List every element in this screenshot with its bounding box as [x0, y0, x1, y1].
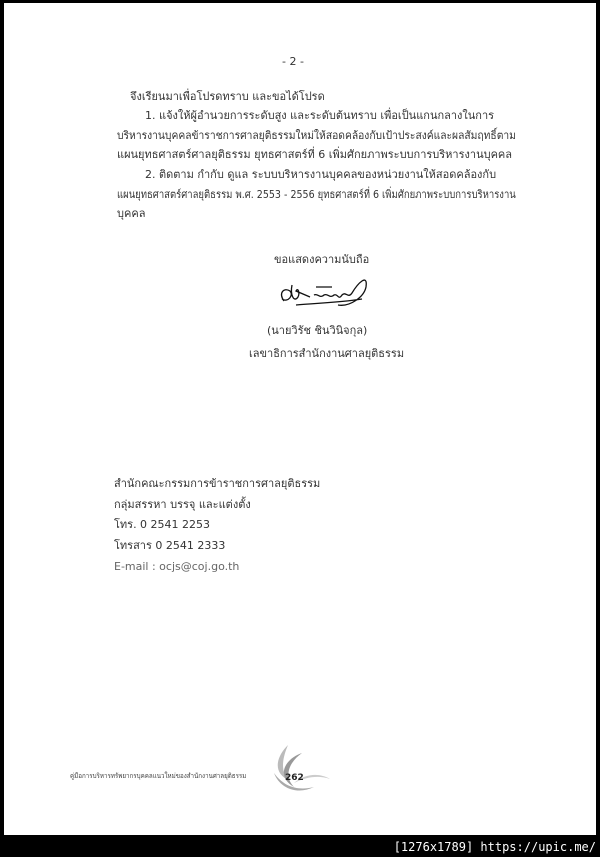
contact-group: กลุ่มสรรหา บรรจุ และแต่งตั้ง	[114, 498, 251, 511]
footer-page-number: 262	[285, 773, 304, 783]
item1-line: แผนยุทธศาสตร์ศาลยุติธรรม ยุทธศาสตร์ที่ 6 เพิ่มศักยภาพระบบการบริหารงานบุคคล	[117, 148, 513, 161]
opening-line: จึงเรียนมาเพื่อโปรดทราบ และขอได้โปรด	[130, 90, 325, 103]
contact-office: สำนักคณะกรรมการข้าราชการศาลยุติธรรม	[114, 477, 321, 490]
item2-line: 2. ติดตาม กำกับ ดูแล ระบบบริหารงานบุคคลของหน่วยงานให้สอดคล้องกับ	[145, 168, 497, 181]
signature-image	[276, 273, 376, 318]
contact-phone: โทร. 0 2541 2253	[114, 518, 211, 531]
signatory-name: (นายวิรัช ชินวินิจกุล)	[267, 324, 368, 337]
item1-line: 1. แจ้งให้ผู้อำนวยการระดับสูง และระดับต้นทราบ เพื่อเป็นแกนกลางในการ	[145, 109, 495, 122]
footer-book-title: คู่มือการบริหารทรัพยากรบุคคลแนวใหม่ของสำนักงานศาลยุติธรรม	[70, 772, 247, 780]
page-number-top: - 2 -	[282, 55, 304, 68]
document-page	[4, 3, 596, 835]
item2-line: แผนยุทธศาสตร์ศาลยุติธรรม พ.ศ. 2553 - 2556 ยุทธศาสตร์ที่ 6 เพิ่มศักยภาพระบบการบริหารงาน	[117, 188, 516, 201]
watermark: [1276x1789] https://upic.me/	[393, 840, 596, 854]
signatory-position: เลขาธิการสำนักงานศาลยุติธรรม	[249, 347, 405, 360]
contact-email: E-mail : ocjs@coj.go.th	[114, 560, 240, 573]
contact-fax: โทรสาร 0 2541 2333	[114, 539, 226, 552]
closing: ขอแสดงความนับถือ	[274, 253, 370, 266]
item1-line: บริหารงานบุคคลข้าราชการศาลยุติธรรมใหม่ให้สอดคล้องกับเป้าประสงค์และผลสัมฤทธิ์ตาม	[117, 129, 516, 142]
item2-line: บุคคล	[117, 207, 146, 220]
